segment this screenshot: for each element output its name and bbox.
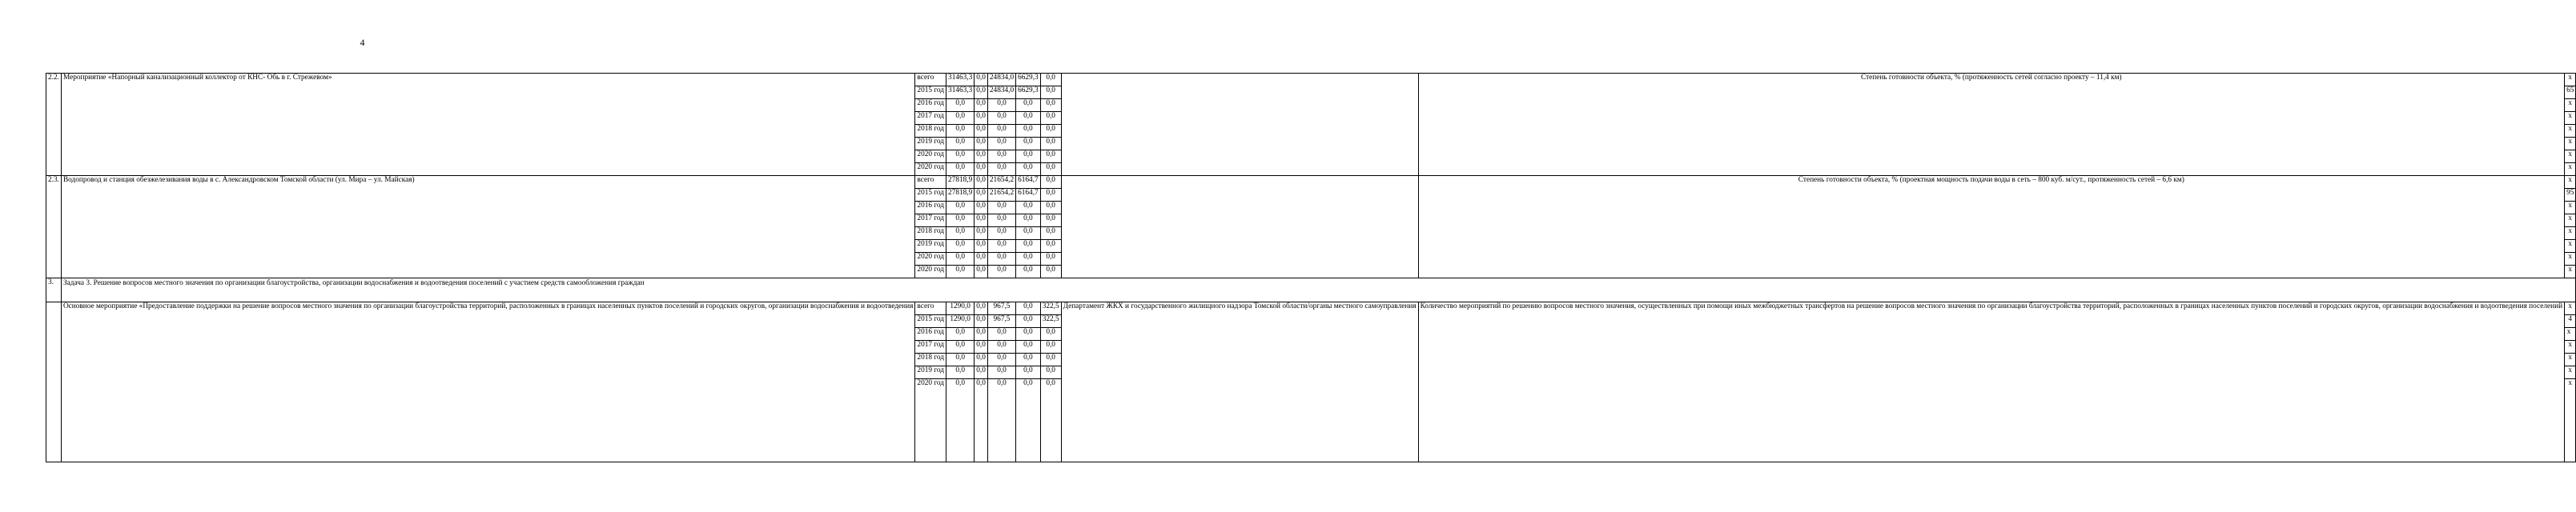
value-cell: 0,0 <box>975 315 988 328</box>
value-cell: 0,0 <box>975 341 988 354</box>
value-cell: 0,0 <box>1016 112 1041 125</box>
value-cell: 0,0 <box>987 341 1015 354</box>
year-cell: 2017 год <box>915 214 946 227</box>
year-cell: 2016 год <box>915 202 946 214</box>
value-cell: 0,0 <box>1040 202 1061 214</box>
indicator-value: 95 <box>2565 189 2576 202</box>
value-cell: 0,0 <box>1016 227 1041 240</box>
table-row <box>46 176 2576 189</box>
task-text: Задача 3. Решение вопросов местного значения по организации благоустройства, организации водоснабжения и водоотведения поселений с участием средств самообложения граждан <box>61 278 2575 302</box>
value-cell: 0,0 <box>946 341 975 354</box>
value-cell: 0,0 <box>1016 379 1041 462</box>
value-cell: 0,0 <box>1016 341 1041 354</box>
value-cell: 0,0 <box>946 214 975 227</box>
year-cell: 2020 год <box>915 379 946 462</box>
value-cell: 0,0 <box>1016 214 1041 227</box>
responsible-cell: Департамент ЖКХ и государственного жилищного надзора Томской области/органы местного самоуправления <box>1061 302 1418 462</box>
table-body <box>46 74 2576 462</box>
indicator-value: x <box>2565 379 2576 462</box>
value-cell: 0,0 <box>1040 125 1061 138</box>
value-cell: 0,0 <box>987 125 1015 138</box>
value-cell: 0,0 <box>987 354 1015 366</box>
value-cell: 6629,3 <box>1016 86 1041 99</box>
year-cell: 2019 год <box>915 138 946 150</box>
value-cell: 0,0 <box>1040 86 1061 99</box>
value-cell: 0,0 <box>975 302 988 315</box>
value-cell: 0,0 <box>1040 214 1061 227</box>
value-cell: 0,0 <box>987 150 1015 163</box>
value-cell: 0,0 <box>1016 266 1041 278</box>
value-cell: 0,0 <box>1016 302 1041 315</box>
page-number: 4 <box>360 37 365 48</box>
indicator-value: x <box>2565 176 2576 189</box>
value-cell: 0,0 <box>987 138 1015 150</box>
value-cell: 0,0 <box>946 202 975 214</box>
value-cell: 0,0 <box>946 354 975 366</box>
value-cell: 0,0 <box>975 176 988 189</box>
value-cell: 6164,7 <box>1016 176 1041 189</box>
value-cell: 0,0 <box>987 328 1015 341</box>
value-cell: 0,0 <box>946 266 975 278</box>
value-cell: 0,0 <box>1016 253 1041 266</box>
value-cell: 0,0 <box>1040 227 1061 240</box>
value-cell: 0,0 <box>946 366 975 379</box>
value-cell: 0,0 <box>975 253 988 266</box>
indicator-value: x <box>2565 138 2576 150</box>
value-cell: 0,0 <box>987 214 1015 227</box>
value-cell: 0,0 <box>975 112 988 125</box>
year-cell: 2018 год <box>915 354 946 366</box>
indicator-value: x <box>2565 150 2576 163</box>
year-cell: всего <box>915 302 946 315</box>
value-cell: 0,0 <box>1016 202 1041 214</box>
value-cell: 0,0 <box>975 328 988 341</box>
year-cell: всего <box>915 74 946 86</box>
value-cell: 0,0 <box>987 240 1015 253</box>
indicator-value: x <box>2565 266 2576 278</box>
year-cell: 2018 год <box>915 227 946 240</box>
value-cell: 0,0 <box>946 138 975 150</box>
indicator-cell: Степень готовности объекта, % (протяженность сетей согласно проекту – 11,4 км) <box>1418 74 2565 176</box>
indicator-value: x <box>2565 253 2576 266</box>
indicator-value: x <box>2565 240 2576 253</box>
value-cell: 0,0 <box>1016 240 1041 253</box>
value-cell: 0,0 <box>987 253 1015 266</box>
value-cell: 0,0 <box>946 240 975 253</box>
value-cell: 0,0 <box>987 266 1015 278</box>
value-cell: 0,0 <box>946 253 975 266</box>
value-cell: 0,0 <box>987 379 1015 462</box>
indicator-value: x <box>2565 202 2576 214</box>
value-cell: 0,0 <box>975 227 988 240</box>
value-cell: 24834,0 <box>987 74 1015 86</box>
indicator-value: x <box>2565 125 2576 138</box>
value-cell: 0,0 <box>1040 163 1061 176</box>
value-cell: 0,0 <box>1040 266 1061 278</box>
value-cell: 0,0 <box>987 366 1015 379</box>
value-cell: 0,0 <box>1040 176 1061 189</box>
value-cell: 0,0 <box>975 189 988 202</box>
value-cell: 0,0 <box>987 112 1015 125</box>
year-cell: 2019 год <box>915 240 946 253</box>
event-name: Водопровод и станция обезжелезивания воды в с. Александровском Томской области (ул. Мира – ул. Майская) <box>61 176 914 278</box>
value-cell: 0,0 <box>987 202 1015 214</box>
value-cell: 24834,0 <box>987 86 1015 99</box>
task-index: 3. <box>46 278 62 302</box>
row-index: 2.3. <box>46 176 62 278</box>
value-cell: 0,0 <box>946 328 975 341</box>
indicator-value: x <box>2565 112 2576 125</box>
value-cell: 0,0 <box>1040 354 1061 366</box>
value-cell: 0,0 <box>1040 138 1061 150</box>
value-cell: 0,0 <box>975 163 988 176</box>
program-table <box>46 73 2576 462</box>
value-cell: 0,0 <box>1040 328 1061 341</box>
indicator-value: x <box>2565 74 2576 86</box>
value-cell: 0,0 <box>975 125 988 138</box>
year-cell: 2017 год <box>915 112 946 125</box>
year-cell: 2017 год <box>915 341 946 354</box>
value-cell: 0,0 <box>987 99 1015 112</box>
value-cell: 6629,3 <box>1016 74 1041 86</box>
value-cell: 21654,2 <box>987 176 1015 189</box>
row-index <box>46 302 62 462</box>
value-cell: 0,0 <box>1040 99 1061 112</box>
year-cell: 2015 год <box>915 86 946 99</box>
table-row <box>46 74 2576 86</box>
value-cell: 0,0 <box>1040 379 1061 462</box>
indicator-value: x <box>2565 227 2576 240</box>
value-cell: 322,5 <box>1040 315 1061 328</box>
indicator-value: x <box>2565 214 2576 227</box>
value-cell: 0,0 <box>1040 253 1061 266</box>
value-cell: 0,0 <box>987 163 1015 176</box>
value-cell: 0,0 <box>946 99 975 112</box>
indicator-value: x <box>2565 354 2576 366</box>
value-cell: 0,0 <box>1016 163 1041 176</box>
value-cell: 0,0 <box>975 86 988 99</box>
value-cell: 0,0 <box>1016 150 1041 163</box>
value-cell: 0,0 <box>975 214 988 227</box>
indicator-value: x <box>2565 302 2576 315</box>
value-cell: 0,0 <box>1016 328 1041 341</box>
indicator-value: x <box>2565 163 2576 176</box>
indicator-value: x <box>2565 328 2576 341</box>
task-row <box>46 278 2576 302</box>
value-cell: 27818,9 <box>946 189 975 202</box>
value-cell: 0,0 <box>1040 189 1061 202</box>
value-cell: 31463,3 <box>946 86 975 99</box>
value-cell: 0,0 <box>975 99 988 112</box>
value-cell: 0,0 <box>1016 354 1041 366</box>
event-name: Основное мероприятие «Предоставление поддержки на решение вопросов местного значения по организации благоустройства территорий, расположенных в границах населенных пунктов поселений и городских округов, организации водоснабжения и водоотведения <box>61 302 914 462</box>
value-cell: 967,5 <box>987 315 1015 328</box>
value-cell: 0,0 <box>975 150 988 163</box>
year-cell: 2019 год <box>915 366 946 379</box>
year-cell: 2020 год <box>915 266 946 278</box>
value-cell: 0,0 <box>1040 366 1061 379</box>
event-name: Мероприятие «Напорный канализационный коллектор от КНС- Обь в г. Стрежевом» <box>61 74 914 176</box>
value-cell: 0,0 <box>1040 74 1061 86</box>
year-cell: 2015 год <box>915 189 946 202</box>
indicator-value: x <box>2565 99 2576 112</box>
indicator-value: x <box>2565 341 2576 354</box>
value-cell: 0,0 <box>946 125 975 138</box>
indicator-cell: Количество мероприятий по решению вопросов местного значения, осуществленных при помощи иных межбюджетных трансфертов на решение вопросов местного значения по организации благоустройства территорий, расположенных в границах населенных пунктов поселений и городских округов, организации водоснабжения и водоотведения поселений <box>1418 302 2565 462</box>
row-index: 2.2. <box>46 74 62 176</box>
value-cell: 0,0 <box>1016 99 1041 112</box>
value-cell: 0,0 <box>975 379 988 462</box>
responsible-cell <box>1061 74 1418 176</box>
value-cell: 27818,9 <box>946 176 975 189</box>
value-cell: 0,0 <box>975 354 988 366</box>
value-cell: 0,0 <box>1040 150 1061 163</box>
year-cell: 2020 год <box>915 150 946 163</box>
value-cell: 967,5 <box>987 302 1015 315</box>
year-cell: 2016 год <box>915 328 946 341</box>
value-cell: 0,0 <box>975 74 988 86</box>
value-cell: 0,0 <box>946 150 975 163</box>
value-cell: 0,0 <box>946 227 975 240</box>
year-cell: 2018 год <box>915 125 946 138</box>
value-cell: 322,5 <box>1040 302 1061 315</box>
value-cell: 0,0 <box>1016 366 1041 379</box>
year-cell: всего <box>915 176 946 189</box>
value-cell: 0,0 <box>1016 138 1041 150</box>
value-cell: 6164,7 <box>1016 189 1041 202</box>
value-cell: 0,0 <box>946 163 975 176</box>
indicator-value: x <box>2565 366 2576 379</box>
year-cell: 2020 год <box>915 253 946 266</box>
value-cell: 0,0 <box>975 266 988 278</box>
year-cell: 2015 год <box>915 315 946 328</box>
value-cell: 0,0 <box>1040 341 1061 354</box>
value-cell: 0,0 <box>1016 125 1041 138</box>
value-cell: 1290,0 <box>946 315 975 328</box>
value-cell: 0,0 <box>1040 112 1061 125</box>
value-cell: 0,0 <box>975 240 988 253</box>
value-cell: 31463,3 <box>946 74 975 86</box>
table-row <box>46 302 2576 315</box>
value-cell: 0,0 <box>1040 240 1061 253</box>
value-cell: 0,0 <box>1016 315 1041 328</box>
value-cell: 0,0 <box>946 112 975 125</box>
year-cell: 2020 год <box>915 163 946 176</box>
indicator-value: 65 <box>2565 86 2576 99</box>
value-cell: 21654,2 <box>987 189 1015 202</box>
value-cell: 1290,0 <box>946 302 975 315</box>
value-cell: 0,0 <box>987 227 1015 240</box>
indicator-cell: Степень готовности объекта, % (проектная мощность подачи воды в сеть – 800 куб. м/сут., протяженность сетей – 6,6 км) <box>1418 176 2565 278</box>
year-cell: 2016 год <box>915 99 946 112</box>
value-cell: 0,0 <box>946 379 975 462</box>
value-cell: 0,0 <box>975 138 988 150</box>
value-cell: 0,0 <box>975 366 988 379</box>
indicator-value: 4 <box>2565 315 2576 328</box>
value-cell: 0,0 <box>975 202 988 214</box>
responsible-cell <box>1061 176 1418 278</box>
